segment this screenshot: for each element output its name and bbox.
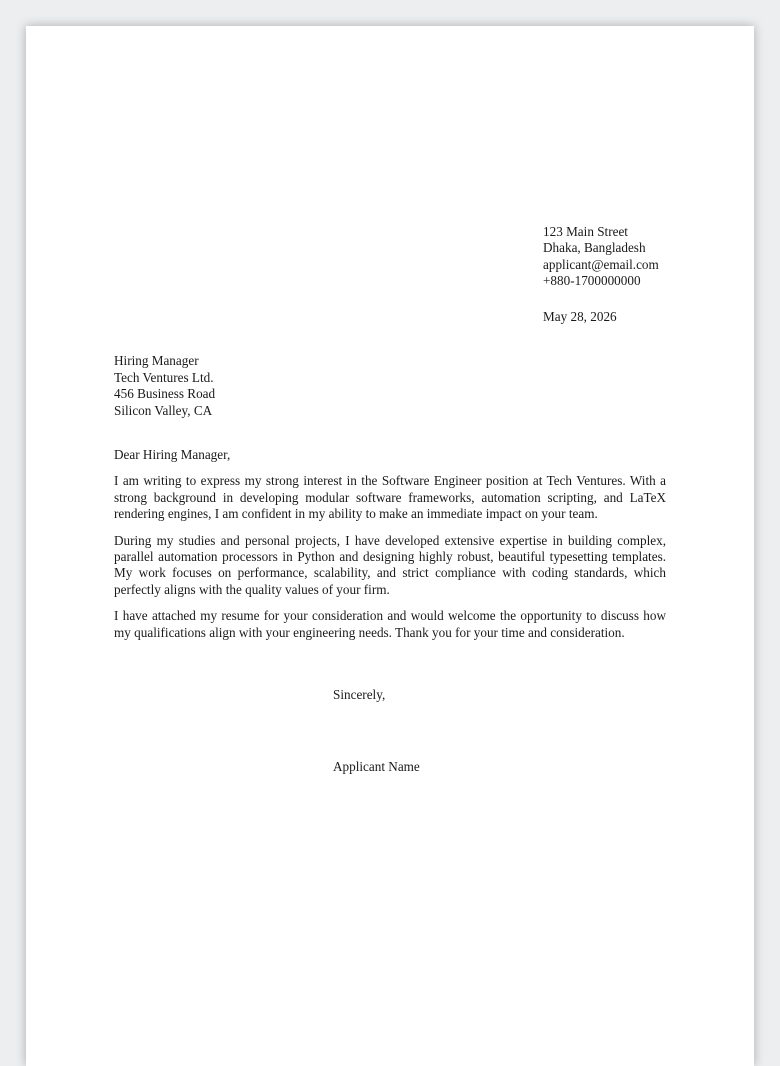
recipient-address-block xyxy=(114,353,215,420)
letter-body xyxy=(114,447,666,651)
body-paragraph-2: During my studies and personal projects, I have developed extensive expertise in building complex, parallel automation processors in Python and designing highly robust, beautiful typesetting templates. My work focuses on performance, scalability, and strict compliance with coding standards, which perfectly aligns with the quality values of your firm. xyxy=(114,532,666,597)
closing: Sincerely, xyxy=(333,687,386,702)
recipient-city: Silicon Valley, CA xyxy=(114,403,213,419)
sender-address-block xyxy=(543,224,659,290)
body-paragraph-3: I have attached my resume for your consideration and would welcome the opportunity to discuss how my qualifications align with your engineering needs. Thank you for your time and consideration. xyxy=(114,608,666,640)
signature-name: Applicant Name xyxy=(333,759,420,774)
recipient-street: 456 Business Road xyxy=(114,386,216,402)
letter-page xyxy=(26,26,754,1066)
sender-street: 123 Main Street xyxy=(543,224,628,239)
letter-date: May 28, 2026 xyxy=(543,309,617,324)
recipient-company: Tech Ventures Ltd. xyxy=(114,369,214,385)
sender-city: Dhaka, Bangladesh xyxy=(543,240,646,256)
sender-email: applicant@email.com xyxy=(543,256,659,272)
recipient-title: Hiring Manager xyxy=(114,353,199,368)
body-paragraph-1: I am writing to express my strong interest in the Software Engineer position at Tech Ventures. With a strong background in developing modular software frameworks, automation scripting, and LaTeX rendering engines, I am confident in my ability to make an immediate impact on your team. xyxy=(114,473,666,522)
sender-phone: +880-1700000000 xyxy=(543,273,641,289)
salutation: Dear Hiring Manager, xyxy=(114,447,231,462)
